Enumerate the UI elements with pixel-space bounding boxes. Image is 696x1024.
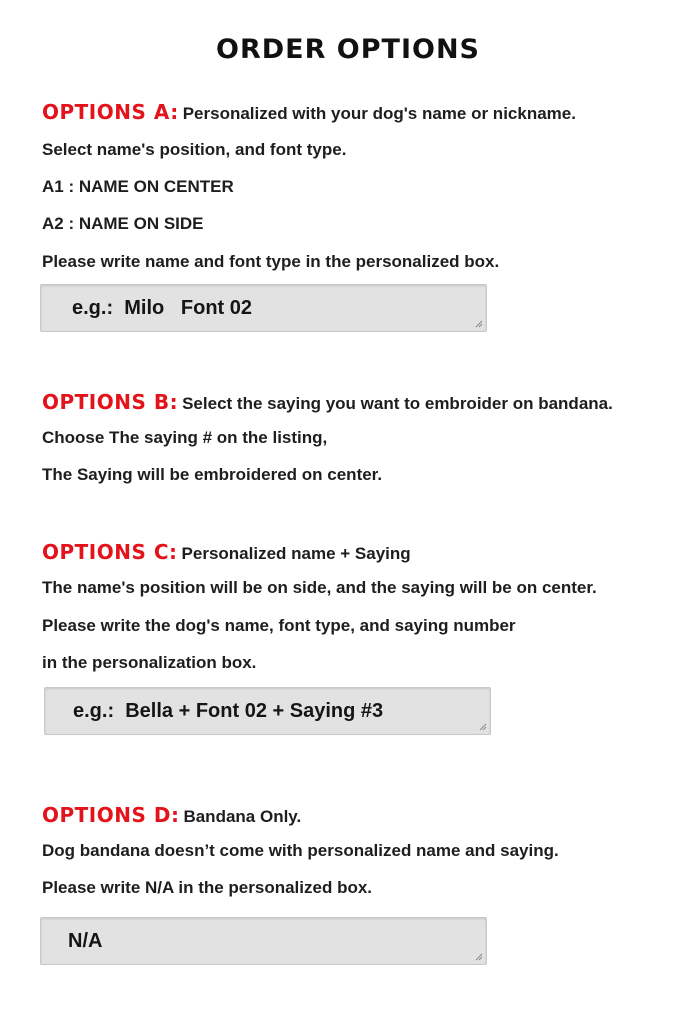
- option-a-personalization-box[interactable]: [40, 284, 487, 332]
- option-d-line: Dog bandana doesn’t come with personalized name and saying.: [42, 841, 559, 860]
- option-c-description: Personalized name + Saying: [181, 544, 411, 563]
- option-b-heading: OPTIONS B:: [42, 390, 179, 414]
- option-a-heading: OPTIONS A:: [42, 100, 179, 124]
- option-c-line: The name's position will be on side, and the saying will be on center.: [42, 578, 597, 597]
- resize-grip-icon[interactable]: [479, 723, 487, 731]
- option-d-line: Please write N/A in the personalized box.: [42, 878, 373, 897]
- option-b-line: Choose The saying # on the listing,: [42, 428, 328, 447]
- option-a-line: A2 : NAME ON SIDE: [42, 214, 204, 233]
- option-a-header: [42, 100, 576, 124]
- option-a-box-value: e.g.: Milo Font 02: [72, 297, 252, 319]
- option-a-line: A1 : NAME ON CENTER: [42, 177, 234, 196]
- option-d-box-value: N/A: [68, 930, 103, 952]
- option-c-line: Please write the dog's name, font type, and saying number: [42, 616, 516, 635]
- option-a-description: Personalized with your dog's name or nickname.: [182, 104, 576, 123]
- option-d-heading: OPTIONS D:: [42, 803, 180, 827]
- option-b-description: Select the saying you want to embroider on bandana.: [182, 394, 613, 413]
- option-c-line: in the personalization box.: [42, 653, 257, 672]
- option-a-line: Please write name and font type in the personalized box.: [42, 252, 500, 271]
- option-d-header: [42, 803, 301, 827]
- resize-grip-icon[interactable]: [475, 320, 483, 328]
- option-b-header: [42, 390, 613, 414]
- option-c-heading: OPTIONS C:: [42, 540, 178, 564]
- option-c-personalization-box[interactable]: [44, 687, 491, 735]
- option-c-box-value: e.g.: Bella + Font 02 + Saying #3: [73, 700, 384, 722]
- resize-grip-icon[interactable]: [475, 953, 483, 961]
- option-c-header: [42, 540, 411, 564]
- option-b-line: The Saying will be embroidered on center.: [42, 465, 383, 484]
- page-title: ORDER OPTIONS: [216, 34, 480, 65]
- option-a-line: Select name's position, and font type.: [42, 140, 347, 159]
- option-d-description: Bandana Only.: [183, 807, 302, 826]
- option-d-personalization-box[interactable]: [40, 917, 487, 965]
